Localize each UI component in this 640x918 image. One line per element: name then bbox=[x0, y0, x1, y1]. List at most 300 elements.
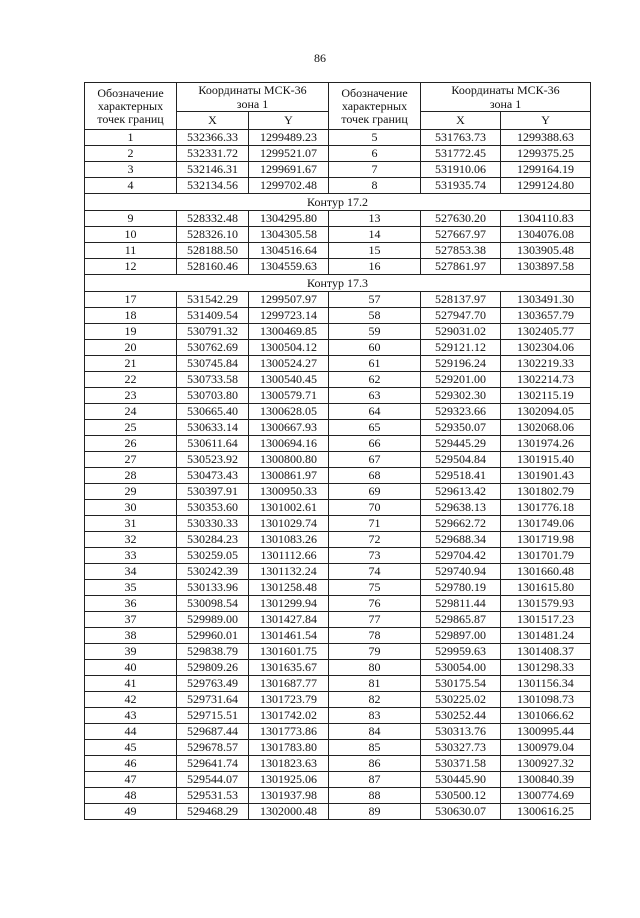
x-coordinate-cell: 529201.00 bbox=[421, 372, 501, 388]
y-coordinate-cell: 1301749.06 bbox=[501, 516, 591, 532]
table-row bbox=[85, 804, 591, 820]
x-coordinate-cell: 530445.90 bbox=[421, 772, 501, 788]
x-coordinate-cell: 529531.53 bbox=[177, 788, 249, 804]
x-coordinate-cell: 529763.49 bbox=[177, 676, 249, 692]
y-coordinate-cell: 1301112.66 bbox=[249, 548, 329, 564]
x-coordinate-cell: 530327.73 bbox=[421, 740, 501, 756]
x-coordinate-cell: 529809.26 bbox=[177, 660, 249, 676]
point-number-cell: 10 bbox=[85, 227, 177, 243]
x-coordinate-cell: 530665.40 bbox=[177, 404, 249, 420]
point-number-cell: 58 bbox=[329, 308, 421, 324]
y-coordinate-cell: 1299723.14 bbox=[249, 308, 329, 324]
x-coordinate-cell: 530252.44 bbox=[421, 708, 501, 724]
point-number-cell: 85 bbox=[329, 740, 421, 756]
y-coordinate-cell: 1300694.16 bbox=[249, 436, 329, 452]
y-coordinate-cell: 1301783.80 bbox=[249, 740, 329, 756]
x-coordinate-cell: 529897.00 bbox=[421, 628, 501, 644]
table-row bbox=[85, 612, 591, 628]
point-number-cell: 12 bbox=[85, 259, 177, 275]
y-coordinate-cell: 1301156.34 bbox=[501, 676, 591, 692]
x-coordinate-cell: 530523.92 bbox=[177, 452, 249, 468]
table-row bbox=[85, 356, 591, 372]
x-header-right: X bbox=[421, 112, 501, 130]
contour-title: Контур 17.2 bbox=[85, 194, 591, 211]
y-coordinate-cell: 1301481.24 bbox=[501, 628, 591, 644]
x-coordinate-cell: 530703.80 bbox=[177, 388, 249, 404]
y-coordinate-cell: 1302219.33 bbox=[501, 356, 591, 372]
table-row bbox=[85, 580, 591, 596]
point-number-cell: 22 bbox=[85, 372, 177, 388]
x-coordinate-cell: 527630.20 bbox=[421, 211, 501, 227]
y-coordinate-cell: 1302068.06 bbox=[501, 420, 591, 436]
point-number-cell: 44 bbox=[85, 724, 177, 740]
x-coordinate-cell: 529302.30 bbox=[421, 388, 501, 404]
point-number-cell: 6 bbox=[329, 146, 421, 162]
x-coordinate-cell: 530133.96 bbox=[177, 580, 249, 596]
table-row bbox=[85, 564, 591, 580]
y-coordinate-cell: 1301258.48 bbox=[249, 580, 329, 596]
point-number-cell: 35 bbox=[85, 580, 177, 596]
x-coordinate-cell: 527853.38 bbox=[421, 243, 501, 259]
x-coordinate-cell: 530054.00 bbox=[421, 660, 501, 676]
table-row bbox=[85, 404, 591, 420]
y-coordinate-cell: 1304516.64 bbox=[249, 243, 329, 259]
coords-label-header-right: Координаты МСК-36 зона 1 bbox=[421, 83, 591, 112]
point-number-cell: 86 bbox=[329, 756, 421, 772]
y-header-left: Y bbox=[249, 112, 329, 130]
point-number-cell: 64 bbox=[329, 404, 421, 420]
x-coordinate-cell: 529811.44 bbox=[421, 596, 501, 612]
point-number-cell: 34 bbox=[85, 564, 177, 580]
y-coordinate-cell: 1301701.79 bbox=[501, 548, 591, 564]
y-coordinate-cell: 1301066.62 bbox=[501, 708, 591, 724]
point-number-cell: 65 bbox=[329, 420, 421, 436]
x-coordinate-cell: 531772.45 bbox=[421, 146, 501, 162]
y-coordinate-cell: 1301083.26 bbox=[249, 532, 329, 548]
table-header bbox=[85, 83, 591, 130]
y-coordinate-cell: 1304110.83 bbox=[501, 211, 591, 227]
y-coordinate-cell: 1301742.02 bbox=[249, 708, 329, 724]
table-row bbox=[85, 420, 591, 436]
x-coordinate-cell: 532331.72 bbox=[177, 146, 249, 162]
table-row bbox=[85, 772, 591, 788]
point-number-cell: 21 bbox=[85, 356, 177, 372]
table-row bbox=[85, 708, 591, 724]
y-coordinate-cell: 1301579.93 bbox=[501, 596, 591, 612]
x-coordinate-cell: 530284.23 bbox=[177, 532, 249, 548]
y-coordinate-cell: 1302094.05 bbox=[501, 404, 591, 420]
y-coordinate-cell: 1300840.39 bbox=[501, 772, 591, 788]
y-coordinate-cell: 1303905.48 bbox=[501, 243, 591, 259]
table-row bbox=[85, 259, 591, 275]
y-coordinate-cell: 1304305.58 bbox=[249, 227, 329, 243]
y-coordinate-cell: 1301925.06 bbox=[249, 772, 329, 788]
coordinates-table bbox=[84, 82, 591, 820]
point-number-cell: 39 bbox=[85, 644, 177, 660]
x-coordinate-cell: 529323.66 bbox=[421, 404, 501, 420]
point-number-cell: 27 bbox=[85, 452, 177, 468]
y-coordinate-cell: 1300927.32 bbox=[501, 756, 591, 772]
x-coordinate-cell: 529989.00 bbox=[177, 612, 249, 628]
point-number-cell: 63 bbox=[329, 388, 421, 404]
point-number-cell: 25 bbox=[85, 420, 177, 436]
y-coordinate-cell: 1301719.98 bbox=[501, 532, 591, 548]
point-number-cell: 14 bbox=[329, 227, 421, 243]
table-row bbox=[85, 452, 591, 468]
point-label-header-right: Обозначение характерных точек границ bbox=[329, 83, 421, 130]
x-coordinate-cell: 528332.48 bbox=[177, 211, 249, 227]
y-coordinate-cell: 1301098.73 bbox=[501, 692, 591, 708]
y-coordinate-cell: 1303657.79 bbox=[501, 308, 591, 324]
x-coordinate-cell: 528188.50 bbox=[177, 243, 249, 259]
table-row bbox=[85, 660, 591, 676]
point-number-cell: 76 bbox=[329, 596, 421, 612]
point-number-cell: 29 bbox=[85, 484, 177, 500]
table-row bbox=[85, 162, 591, 178]
page-number: 86 bbox=[314, 51, 326, 65]
x-coordinate-cell: 528160.46 bbox=[177, 259, 249, 275]
point-number-cell: 4 bbox=[85, 178, 177, 194]
point-number-cell: 7 bbox=[329, 162, 421, 178]
x-header-left: X bbox=[177, 112, 249, 130]
point-number-cell: 26 bbox=[85, 436, 177, 452]
x-coordinate-cell: 532134.56 bbox=[177, 178, 249, 194]
contour-row bbox=[85, 275, 591, 292]
point-number-cell: 38 bbox=[85, 628, 177, 644]
x-coordinate-cell: 532366.33 bbox=[177, 130, 249, 146]
x-coordinate-cell: 529196.24 bbox=[421, 356, 501, 372]
x-coordinate-cell: 527861.97 bbox=[421, 259, 501, 275]
point-number-cell: 16 bbox=[329, 259, 421, 275]
table-row bbox=[85, 740, 591, 756]
point-number-cell: 78 bbox=[329, 628, 421, 644]
point-number-cell: 89 bbox=[329, 804, 421, 820]
x-coordinate-cell: 527947.70 bbox=[421, 308, 501, 324]
point-number-cell: 3 bbox=[85, 162, 177, 178]
point-number-cell: 31 bbox=[85, 516, 177, 532]
x-coordinate-cell: 529865.87 bbox=[421, 612, 501, 628]
x-coordinate-cell: 531935.74 bbox=[421, 178, 501, 194]
x-coordinate-cell: 529662.72 bbox=[421, 516, 501, 532]
y-coordinate-cell: 1300616.25 bbox=[501, 804, 591, 820]
table-row bbox=[85, 724, 591, 740]
x-coordinate-cell: 530259.05 bbox=[177, 548, 249, 564]
x-coordinate-cell: 529838.79 bbox=[177, 644, 249, 660]
point-number-cell: 15 bbox=[329, 243, 421, 259]
point-number-cell: 24 bbox=[85, 404, 177, 420]
point-label-header-left: Обозначение характерных точек границ bbox=[85, 83, 177, 130]
y-coordinate-cell: 1299521.07 bbox=[249, 146, 329, 162]
point-number-cell: 70 bbox=[329, 500, 421, 516]
y-coordinate-cell: 1300995.44 bbox=[501, 724, 591, 740]
y-coordinate-cell: 1303897.58 bbox=[501, 259, 591, 275]
point-number-cell: 72 bbox=[329, 532, 421, 548]
x-coordinate-cell: 530371.58 bbox=[421, 756, 501, 772]
table-row bbox=[85, 324, 591, 340]
x-coordinate-cell: 529468.29 bbox=[177, 804, 249, 820]
point-number-cell: 88 bbox=[329, 788, 421, 804]
y-coordinate-cell: 1300469.85 bbox=[249, 324, 329, 340]
table-row bbox=[85, 532, 591, 548]
x-coordinate-cell: 531542.29 bbox=[177, 292, 249, 308]
y-coordinate-cell: 1299375.25 bbox=[501, 146, 591, 162]
x-coordinate-cell: 529445.29 bbox=[421, 436, 501, 452]
x-coordinate-cell: 529678.57 bbox=[177, 740, 249, 756]
y-coordinate-cell: 1300504.12 bbox=[249, 340, 329, 356]
point-number-cell: 23 bbox=[85, 388, 177, 404]
x-coordinate-cell: 531409.54 bbox=[177, 308, 249, 324]
y-coordinate-cell: 1301298.33 bbox=[501, 660, 591, 676]
x-coordinate-cell: 527667.97 bbox=[421, 227, 501, 243]
point-number-cell: 82 bbox=[329, 692, 421, 708]
point-number-cell: 60 bbox=[329, 340, 421, 356]
point-number-cell: 9 bbox=[85, 211, 177, 227]
y-coordinate-cell: 1302000.48 bbox=[249, 804, 329, 820]
x-coordinate-cell: 530242.39 bbox=[177, 564, 249, 580]
y-coordinate-cell: 1300540.45 bbox=[249, 372, 329, 388]
y-coordinate-cell: 1304559.63 bbox=[249, 259, 329, 275]
point-number-cell: 17 bbox=[85, 292, 177, 308]
table-row bbox=[85, 243, 591, 259]
point-number-cell: 75 bbox=[329, 580, 421, 596]
y-coordinate-cell: 1301974.26 bbox=[501, 436, 591, 452]
y-coordinate-cell: 1300861.97 bbox=[249, 468, 329, 484]
y-coordinate-cell: 1301937.98 bbox=[249, 788, 329, 804]
point-number-cell: 11 bbox=[85, 243, 177, 259]
x-coordinate-cell: 529687.44 bbox=[177, 724, 249, 740]
x-coordinate-cell: 530733.58 bbox=[177, 372, 249, 388]
table-row bbox=[85, 596, 591, 612]
x-coordinate-cell: 530175.54 bbox=[421, 676, 501, 692]
y-coordinate-cell: 1300628.05 bbox=[249, 404, 329, 420]
point-number-cell: 8 bbox=[329, 178, 421, 194]
table-row bbox=[85, 756, 591, 772]
point-number-cell: 43 bbox=[85, 708, 177, 724]
y-coordinate-cell: 1302405.77 bbox=[501, 324, 591, 340]
point-number-cell: 59 bbox=[329, 324, 421, 340]
y-coordinate-cell: 1301132.24 bbox=[249, 564, 329, 580]
y-coordinate-cell: 1304295.80 bbox=[249, 211, 329, 227]
x-coordinate-cell: 530500.12 bbox=[421, 788, 501, 804]
point-number-cell: 61 bbox=[329, 356, 421, 372]
y-coordinate-cell: 1299164.19 bbox=[501, 162, 591, 178]
point-number-cell: 2 bbox=[85, 146, 177, 162]
y-coordinate-cell: 1301029.74 bbox=[249, 516, 329, 532]
table-row bbox=[85, 308, 591, 324]
table-row bbox=[85, 484, 591, 500]
point-number-cell: 49 bbox=[85, 804, 177, 820]
table-row bbox=[85, 292, 591, 308]
y-coordinate-cell: 1301635.67 bbox=[249, 660, 329, 676]
table-row bbox=[85, 372, 591, 388]
y-coordinate-cell: 1301776.18 bbox=[501, 500, 591, 516]
table-row bbox=[85, 500, 591, 516]
table-row bbox=[85, 130, 591, 146]
point-number-cell: 28 bbox=[85, 468, 177, 484]
table-row bbox=[85, 628, 591, 644]
point-number-cell: 81 bbox=[329, 676, 421, 692]
x-coordinate-cell: 530313.76 bbox=[421, 724, 501, 740]
y-coordinate-cell: 1300667.93 bbox=[249, 420, 329, 436]
x-coordinate-cell: 530611.64 bbox=[177, 436, 249, 452]
x-coordinate-cell: 530397.91 bbox=[177, 484, 249, 500]
x-coordinate-cell: 529518.41 bbox=[421, 468, 501, 484]
y-coordinate-cell: 1301002.61 bbox=[249, 500, 329, 516]
y-coordinate-cell: 1299388.63 bbox=[501, 130, 591, 146]
point-number-cell: 19 bbox=[85, 324, 177, 340]
point-number-cell: 47 bbox=[85, 772, 177, 788]
y-coordinate-cell: 1302304.06 bbox=[501, 340, 591, 356]
point-number-cell: 41 bbox=[85, 676, 177, 692]
y-coordinate-cell: 1300774.69 bbox=[501, 788, 591, 804]
y-coordinate-cell: 1300579.71 bbox=[249, 388, 329, 404]
x-coordinate-cell: 530633.14 bbox=[177, 420, 249, 436]
y-coordinate-cell: 1301427.84 bbox=[249, 612, 329, 628]
x-coordinate-cell: 530791.32 bbox=[177, 324, 249, 340]
point-number-cell: 33 bbox=[85, 548, 177, 564]
x-coordinate-cell: 531763.73 bbox=[421, 130, 501, 146]
table-row bbox=[85, 788, 591, 804]
x-coordinate-cell: 530353.60 bbox=[177, 500, 249, 516]
x-coordinate-cell: 529704.42 bbox=[421, 548, 501, 564]
table-row bbox=[85, 468, 591, 484]
y-coordinate-cell: 1301461.54 bbox=[249, 628, 329, 644]
point-number-cell: 69 bbox=[329, 484, 421, 500]
x-coordinate-cell: 529715.51 bbox=[177, 708, 249, 724]
point-number-cell: 46 bbox=[85, 756, 177, 772]
y-coordinate-cell: 1301408.37 bbox=[501, 644, 591, 660]
y-coordinate-cell: 1301660.48 bbox=[501, 564, 591, 580]
table-body bbox=[85, 130, 591, 820]
y-header-right: Y bbox=[501, 112, 591, 130]
y-coordinate-cell: 1300800.80 bbox=[249, 452, 329, 468]
point-number-cell: 66 bbox=[329, 436, 421, 452]
point-number-cell: 73 bbox=[329, 548, 421, 564]
x-coordinate-cell: 529638.13 bbox=[421, 500, 501, 516]
table-row bbox=[85, 548, 591, 564]
y-coordinate-cell: 1301773.86 bbox=[249, 724, 329, 740]
y-coordinate-cell: 1299489.23 bbox=[249, 130, 329, 146]
table-row bbox=[85, 644, 591, 660]
y-coordinate-cell: 1300950.33 bbox=[249, 484, 329, 500]
x-coordinate-cell: 530330.33 bbox=[177, 516, 249, 532]
y-coordinate-cell: 1301723.79 bbox=[249, 692, 329, 708]
table-row bbox=[85, 340, 591, 356]
x-coordinate-cell: 528326.10 bbox=[177, 227, 249, 243]
point-number-cell: 57 bbox=[329, 292, 421, 308]
x-coordinate-cell: 529960.01 bbox=[177, 628, 249, 644]
y-coordinate-cell: 1302214.73 bbox=[501, 372, 591, 388]
y-coordinate-cell: 1301687.77 bbox=[249, 676, 329, 692]
y-coordinate-cell: 1302115.19 bbox=[501, 388, 591, 404]
table-row bbox=[85, 178, 591, 194]
x-coordinate-cell: 529544.07 bbox=[177, 772, 249, 788]
y-coordinate-cell: 1301915.40 bbox=[501, 452, 591, 468]
point-number-cell: 80 bbox=[329, 660, 421, 676]
point-number-cell: 1 bbox=[85, 130, 177, 146]
table-row bbox=[85, 676, 591, 692]
point-number-cell: 71 bbox=[329, 516, 421, 532]
table-row bbox=[85, 388, 591, 404]
point-number-cell: 13 bbox=[329, 211, 421, 227]
point-number-cell: 45 bbox=[85, 740, 177, 756]
point-number-cell: 83 bbox=[329, 708, 421, 724]
point-number-cell: 62 bbox=[329, 372, 421, 388]
x-coordinate-cell: 529688.34 bbox=[421, 532, 501, 548]
point-number-cell: 48 bbox=[85, 788, 177, 804]
x-coordinate-cell: 528137.97 bbox=[421, 292, 501, 308]
y-coordinate-cell: 1301901.43 bbox=[501, 468, 591, 484]
contour-row bbox=[85, 194, 591, 211]
x-coordinate-cell: 530630.07 bbox=[421, 804, 501, 820]
table-row bbox=[85, 436, 591, 452]
table-row bbox=[85, 516, 591, 532]
y-coordinate-cell: 1299702.48 bbox=[249, 178, 329, 194]
x-coordinate-cell: 532146.31 bbox=[177, 162, 249, 178]
x-coordinate-cell: 529731.64 bbox=[177, 692, 249, 708]
point-number-cell: 68 bbox=[329, 468, 421, 484]
x-coordinate-cell: 529959.63 bbox=[421, 644, 501, 660]
point-number-cell: 30 bbox=[85, 500, 177, 516]
table-row bbox=[85, 146, 591, 162]
x-coordinate-cell: 529350.07 bbox=[421, 420, 501, 436]
x-coordinate-cell: 529031.02 bbox=[421, 324, 501, 340]
y-coordinate-cell: 1299691.67 bbox=[249, 162, 329, 178]
point-number-cell: 84 bbox=[329, 724, 421, 740]
x-coordinate-cell: 530473.43 bbox=[177, 468, 249, 484]
point-number-cell: 37 bbox=[85, 612, 177, 628]
table-row bbox=[85, 211, 591, 227]
point-number-cell: 74 bbox=[329, 564, 421, 580]
point-number-cell: 20 bbox=[85, 340, 177, 356]
y-coordinate-cell: 1299507.97 bbox=[249, 292, 329, 308]
y-coordinate-cell: 1301517.23 bbox=[501, 612, 591, 628]
y-coordinate-cell: 1300524.27 bbox=[249, 356, 329, 372]
x-coordinate-cell: 530745.84 bbox=[177, 356, 249, 372]
y-coordinate-cell: 1301802.79 bbox=[501, 484, 591, 500]
x-coordinate-cell: 529504.84 bbox=[421, 452, 501, 468]
table-row bbox=[85, 692, 591, 708]
point-number-cell: 42 bbox=[85, 692, 177, 708]
x-coordinate-cell: 530762.69 bbox=[177, 340, 249, 356]
x-coordinate-cell: 531910.06 bbox=[421, 162, 501, 178]
point-number-cell: 79 bbox=[329, 644, 421, 660]
point-number-cell: 5 bbox=[329, 130, 421, 146]
y-coordinate-cell: 1299124.80 bbox=[501, 178, 591, 194]
y-coordinate-cell: 1303491.30 bbox=[501, 292, 591, 308]
point-number-cell: 36 bbox=[85, 596, 177, 612]
contour-title: Контур 17.3 bbox=[85, 275, 591, 292]
x-coordinate-cell: 529780.19 bbox=[421, 580, 501, 596]
y-coordinate-cell: 1304076.08 bbox=[501, 227, 591, 243]
x-coordinate-cell: 529641.74 bbox=[177, 756, 249, 772]
x-coordinate-cell: 529613.42 bbox=[421, 484, 501, 500]
x-coordinate-cell: 529740.94 bbox=[421, 564, 501, 580]
y-coordinate-cell: 1301299.94 bbox=[249, 596, 329, 612]
x-coordinate-cell: 530098.54 bbox=[177, 596, 249, 612]
table-row bbox=[85, 227, 591, 243]
y-coordinate-cell: 1301615.80 bbox=[501, 580, 591, 596]
point-number-cell: 18 bbox=[85, 308, 177, 324]
y-coordinate-cell: 1300979.04 bbox=[501, 740, 591, 756]
point-number-cell: 32 bbox=[85, 532, 177, 548]
point-number-cell: 77 bbox=[329, 612, 421, 628]
x-coordinate-cell: 530225.02 bbox=[421, 692, 501, 708]
point-number-cell: 87 bbox=[329, 772, 421, 788]
point-number-cell: 67 bbox=[329, 452, 421, 468]
coords-label-header-left: Координаты МСК-36 зона 1 bbox=[177, 83, 329, 112]
x-coordinate-cell: 529121.12 bbox=[421, 340, 501, 356]
